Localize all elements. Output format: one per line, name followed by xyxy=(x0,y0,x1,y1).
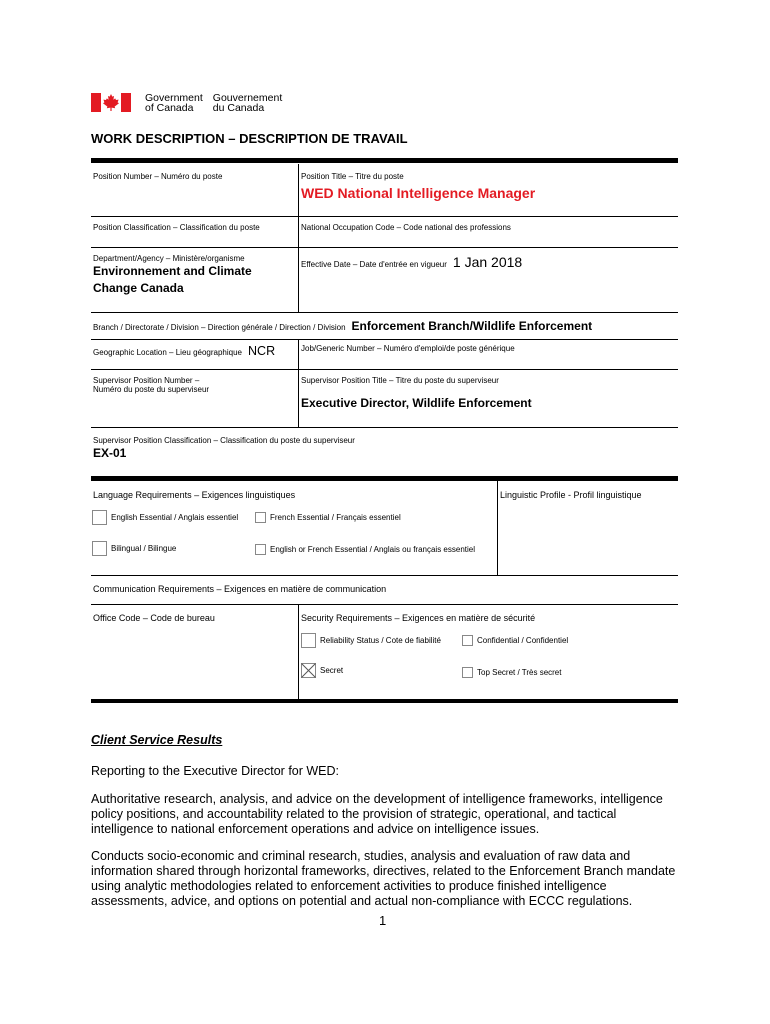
department-value-line1: Environnement and Climate xyxy=(93,264,252,278)
noc-label: National Occupation Code – Code national des professions xyxy=(301,223,511,232)
supervisor-number-label-2: Numéro du poste du superviseur xyxy=(93,385,210,394)
geographic-location-label: Geographic Location – Lieu géographique xyxy=(93,348,243,357)
sec-secret-text: Secret xyxy=(320,666,344,675)
bottom-divider xyxy=(91,699,678,703)
sec-confidential-text: Confidential / Confidentiel xyxy=(477,636,569,645)
lang-either-checkbox[interactable] xyxy=(255,544,266,555)
sec-topsecret-option[interactable] xyxy=(462,667,561,678)
lang-bilingual-text: Bilingual / Bilingue xyxy=(111,544,177,553)
row-position xyxy=(91,164,678,217)
lang-bilingual-checkbox[interactable] xyxy=(92,541,107,556)
document-title: WORK DESCRIPTION – DESCRIPTION DE TRAVAIL xyxy=(91,131,408,146)
supervisor-title-label: Supervisor Position Title – Titre du poste du superviseur xyxy=(301,376,499,385)
row-branch xyxy=(91,313,678,340)
row-communication xyxy=(91,576,678,605)
communication-label: Communication Requirements – Exigences en matière de communication xyxy=(93,584,387,594)
row-department xyxy=(91,248,678,313)
language-label: Language Requirements – Exigences linguistiques xyxy=(93,490,296,500)
sec-reliability-option[interactable] xyxy=(301,633,441,648)
paragraph-2: Authoritative research, analysis, and advice on the development of intelligence frameworks, intelligence policy positions, and accountability related to the provision of strategic, operational, and tactical intelligence to national enforcement operations and advice on intelligence issues. xyxy=(91,792,663,836)
sec-secret-checkbox[interactable] xyxy=(301,663,316,678)
lang-either-text: English or French Essential / Anglais ou français essentiel xyxy=(270,545,475,554)
row-office-security xyxy=(91,605,678,699)
geographic-location-value: NCR xyxy=(248,344,276,358)
lang-french-checkbox[interactable] xyxy=(255,512,266,523)
logo-en-line2: of Canada xyxy=(145,102,194,114)
effective-date-label: Effective Date – Date d'entrée en vigueur xyxy=(301,260,447,269)
lang-english-option[interactable] xyxy=(92,510,238,525)
page-number: 1 xyxy=(379,913,387,928)
logo-fr-line2: du Canada xyxy=(212,102,265,114)
security-label: Security Requirements – Exigences en matière de sécurité xyxy=(301,613,536,623)
classification-label: Position Classification – Classification du poste xyxy=(93,223,260,232)
sec-topsecret-checkbox[interactable] xyxy=(462,667,473,678)
job-generic-label: Job/Generic Number – Numéro d'emploi/de poste générique xyxy=(301,344,515,353)
row-supervisor xyxy=(91,370,678,428)
position-number-label: Position Number – Numéro du poste xyxy=(93,172,223,181)
branch-label: Branch / Directorate / Division – Direction générale / Direction / Division xyxy=(93,323,346,332)
supervisor-class-value: EX-01 xyxy=(93,446,127,460)
sec-topsecret-text: Top Secret / Très secret xyxy=(477,668,562,677)
sec-reliability-text: Reliability Status / Cote de fiabilité xyxy=(320,636,441,645)
supervisor-class-label: Supervisor Position Classification – Classification du poste du superviseur xyxy=(93,436,355,445)
logo-en-line1: Government xyxy=(145,92,203,104)
position-title-value: WED National Intelligence Manager xyxy=(301,185,536,201)
row-geographic xyxy=(91,340,678,370)
position-title-label: Position Title – Titre du poste xyxy=(301,172,404,181)
effective-date-value: 1 Jan 2018 xyxy=(452,254,523,270)
top-divider xyxy=(91,158,678,163)
row-classification xyxy=(91,217,678,248)
lang-either-option[interactable] xyxy=(255,544,475,555)
lang-english-checkbox[interactable] xyxy=(92,510,107,525)
canada-flag-icon xyxy=(91,93,131,112)
supervisor-number-label-1: Supervisor Position Number – xyxy=(93,376,200,385)
sec-secret-option[interactable] xyxy=(301,663,343,678)
section-heading: Client Service Results xyxy=(91,733,223,747)
row-supervisor-class xyxy=(91,428,678,474)
office-code-label: Office Code – Code de bureau xyxy=(93,613,215,623)
lang-french-text: French Essential / Français essentiel xyxy=(270,513,401,522)
department-value-line2: Change Canada xyxy=(93,281,184,295)
lang-english-text: English Essential / Anglais essentiel xyxy=(111,513,239,522)
government-of-canada-logo xyxy=(91,93,292,113)
row-language xyxy=(91,481,678,576)
lang-bilingual-option[interactable] xyxy=(92,541,176,556)
sec-confidential-option[interactable] xyxy=(462,635,568,646)
paragraph-1: Reporting to the Executive Director for WED: xyxy=(91,764,340,778)
supervisor-title-value: Executive Director, Wildlife Enforcement xyxy=(301,396,532,410)
sec-reliability-checkbox[interactable] xyxy=(301,633,316,648)
lang-french-option[interactable] xyxy=(255,512,401,523)
paragraph-3: Conducts socio-economic and criminal research, studies, analysis and evaluation of raw data and information shared through horizontal frameworks, directives, related to the Enforcement Branch mandate using analytic methodologies related to enforcement activities to produce finished intelligence assessments, advice, and options on potential and actual non-compliance with ECCC regulations. xyxy=(91,849,676,908)
sec-confidential-checkbox[interactable] xyxy=(462,635,473,646)
department-label: Department/Agency – Ministère/organisme xyxy=(93,254,245,263)
checkmark-x-icon xyxy=(301,663,316,678)
branch-value: Enforcement Branch/Wildlife Enforcement xyxy=(351,319,593,333)
logo-fr-line1: Gouvernement xyxy=(212,92,283,104)
linguistic-profile-label: Linguistic Profile - Profil linguistique xyxy=(500,490,642,500)
